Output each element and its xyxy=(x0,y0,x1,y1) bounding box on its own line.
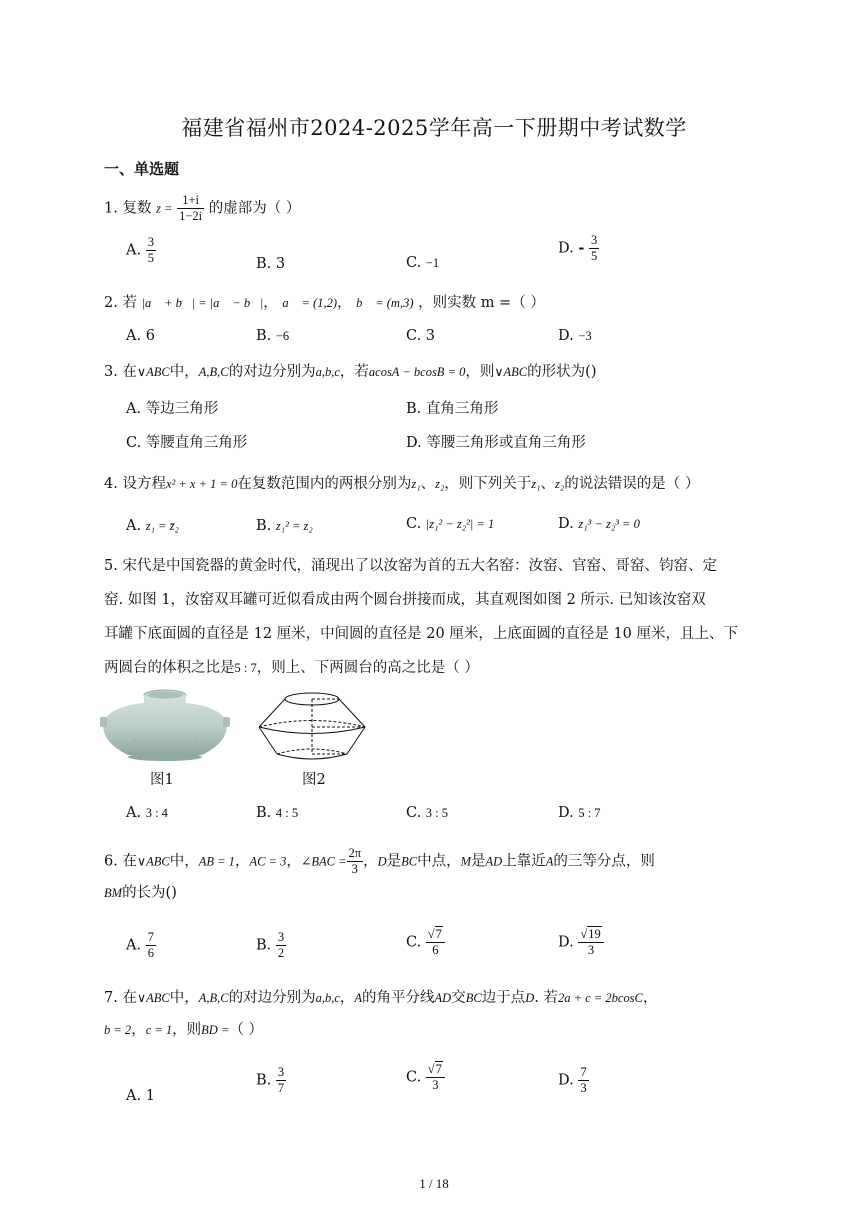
frustum-diagram xyxy=(255,690,370,765)
q1-option-b[interactable]: B. 3 xyxy=(256,256,286,272)
q2-option-c[interactable]: C. 3 xyxy=(406,328,436,344)
question-5-line-2: 窑. 如图 1，汝窑双耳罐可近似看成由两个圆台拼接而成，其直观图如图 2 所示. 已知该汝窑双 xyxy=(104,592,706,608)
q4-option-c[interactable]: C. |z₁² − z₂²| = 1 xyxy=(406,516,495,532)
question-2: 2. 若 |a⃗ + b⃗| = |a⃗ − b⃗|， a⃗ = (1,2)， b⃗ = (m,3) ，则实数 m =（ ） xyxy=(104,295,545,311)
q1-option-c[interactable]: C. −1 xyxy=(406,255,440,271)
q6-option-a[interactable]: A. $\frac{7}{6}$ xyxy=(126,930,154,960)
section-heading: 一、单选题 xyxy=(104,160,180,178)
q5-option-a[interactable]: A. 3 : 4 xyxy=(126,805,168,821)
q7-option-a[interactable]: A. 1 xyxy=(126,1088,155,1104)
q5-option-d[interactable]: D. 5 : 7 xyxy=(558,805,601,821)
question-5-line-3: 耳罐下底面圆的直径是 12 厘米，中间圆的直径是 20 厘米，上底面圆的直径是 10 厘米，且上、下 xyxy=(104,626,739,642)
q1-option-d[interactable]: D. - $\frac{3}{5}$ xyxy=(558,233,598,263)
figure-1-caption: 图1 xyxy=(150,772,174,788)
question-6: 6. 在∨ABC中，AB = 1，AC = 3，∠BAC = $\frac{2\pi}{3}$ ，D是BC中点，M是AD上靠近A的三等分点，则 xyxy=(104,846,655,876)
q6-option-d[interactable]: D. $\frac{√19}{3}$ xyxy=(558,927,604,958)
q5-option-c[interactable]: C. 3 : 5 xyxy=(406,805,449,821)
q6-option-b[interactable]: B. $\frac{3}{2}$ xyxy=(256,930,285,960)
question-3: 3. 在∨ABC中，A,B,C的对边分别为a,b,c，若acosA − bcosB = 0，则∨ABC的形状为() xyxy=(104,364,597,380)
q2-option-b[interactable]: B. −6 xyxy=(256,328,290,344)
q7-option-b[interactable]: B. $\frac{3}{7}$ xyxy=(256,1065,285,1095)
page-title: 福建省福州市2024-2025学年高一下册期中考试数学 xyxy=(181,116,687,140)
q4-option-d[interactable]: D. z₁³ − z₂³ = 0 xyxy=(558,516,640,532)
q5-option-b[interactable]: B. 4 : 5 xyxy=(256,805,299,821)
question-6-line-2: BM的长为() xyxy=(104,885,177,901)
q6-option-c[interactable]: C. $\frac{√7}{6}$ xyxy=(406,927,445,958)
q1-option-a[interactable]: A. $\frac{3}{5}$ xyxy=(126,235,154,265)
q2-option-a[interactable]: A. 6 xyxy=(126,328,155,344)
vase-photo xyxy=(100,683,230,768)
q7-option-d[interactable]: D. $\frac{7}{3}$ xyxy=(558,1065,587,1095)
q3-option-b[interactable]: B. 直角三角形 xyxy=(406,401,499,417)
q3-option-c[interactable]: C. 等腰直角三角形 xyxy=(126,435,248,451)
figure-2-caption: 图2 xyxy=(302,772,326,788)
q4-option-b[interactable]: B. z₁² = z₂ xyxy=(256,518,313,534)
q4-option-a[interactable]: A. z₁ = z̄₂ xyxy=(126,518,179,534)
question-4: 4. 设方程x² + x + 1 = 0在复数范围内的两根分别为z₁、z₂，则下列关于z₁、z₂的说法错误的是（ ） xyxy=(104,476,700,492)
question-1: 1. 复数 z = $\frac{1+i}{1-2i}$ 的虚部为（ ） xyxy=(104,193,301,223)
q2-option-d[interactable]: D. −3 xyxy=(558,328,592,344)
question-5-line-4: 两圆台的体积之比是5 : 7，则上、下两圆台的高之比是（ ） xyxy=(104,660,479,676)
question-7: 7. 在∨ABC中，A,B,C的对边分别为a,b,c，A的角平分线AD交BC边于点D. 若2a + c = 2bcosC， xyxy=(104,990,658,1006)
question-7-line-2: b = 2，c = 1，则BD =（ ） xyxy=(104,1022,264,1038)
page-number: 1 / 18 xyxy=(419,1176,449,1191)
q7-option-c[interactable]: C. $\frac{√7}{3}$ xyxy=(406,1062,445,1093)
q3-option-a[interactable]: A. 等边三角形 xyxy=(126,401,219,417)
q1-fraction: $\frac{1+i}{1-2i}$ xyxy=(179,193,203,223)
q3-option-d[interactable]: D. 等腰三角形或直角三角形 xyxy=(406,435,586,451)
question-5-line-1: 5. 宋代是中国瓷器的黄金时代，涌现出了以汝窑为首的五大名窑：汝窑、官窑、哥窑、钧窑、定 xyxy=(104,558,717,574)
